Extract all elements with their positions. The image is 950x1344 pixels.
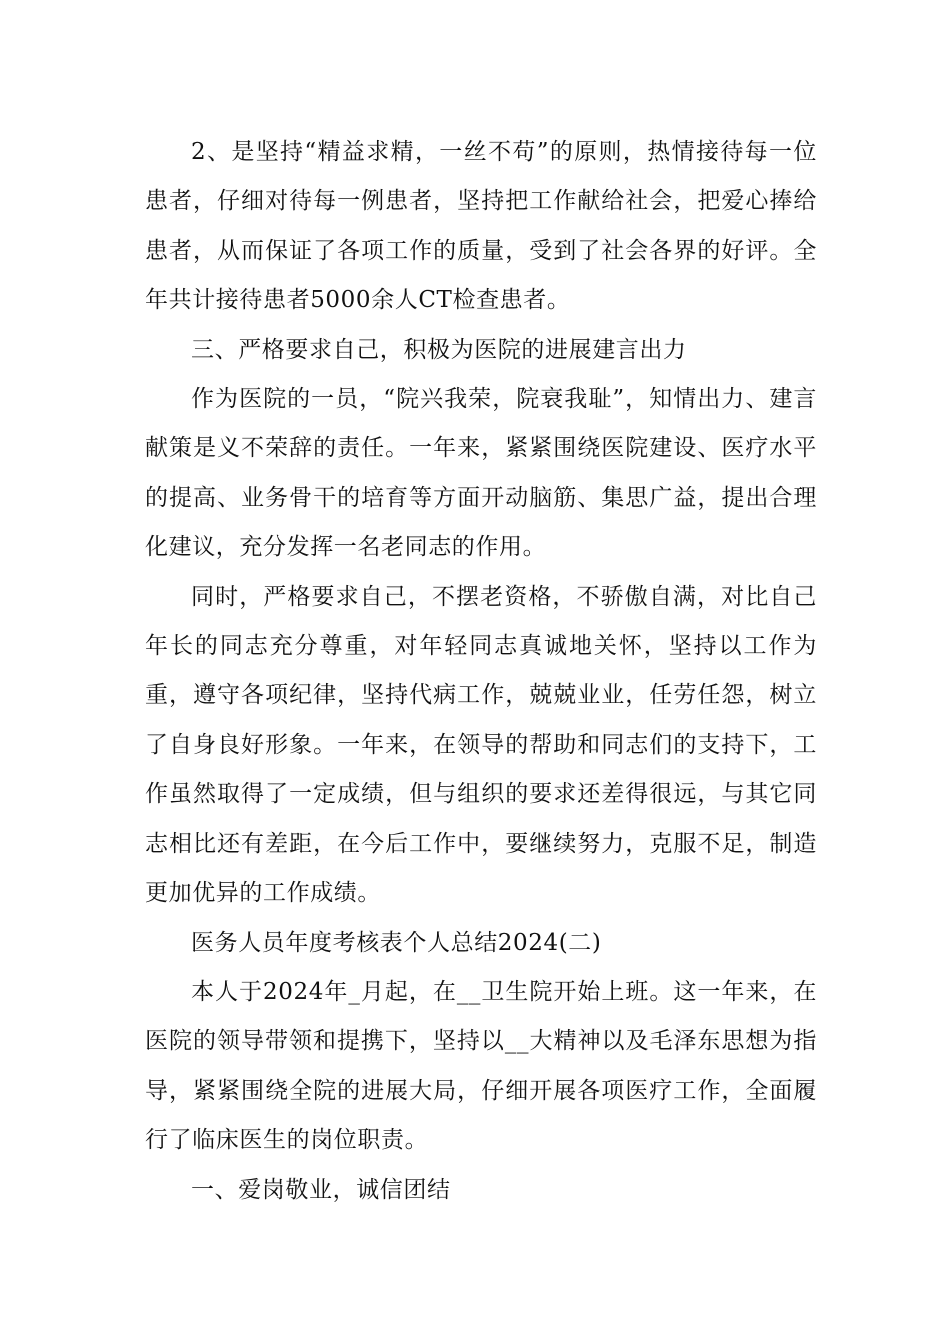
paragraph-service-principle: 2、是坚持“精益求精，一丝不苟”的原则，热情接待每一位患者，仔细对待每一例患者，坚持把工作献给社会，把爱心捧给患者，从而保证了各项工作的质量，受到了社会各界的好评。全年共计接待患者5000余人CT检查患者。 (145, 139, 817, 314)
document-body (145, 128, 817, 1215)
section-heading-dedication: 一、爱岗敬业，诚信团结 (191, 1176, 451, 1203)
paragraph-work-start: 本人于2024年_月起，在__卫生院开始上班。这一年来，在医院的领导带领和提携下，坚持以__大精神以及毛泽东思想为指导，紧紧围绕全院的进展大局，仔细开展各项医疗工作，全面履行了临床医生的岗位职责。 (145, 978, 817, 1154)
document-subtitle-summary-two: 医务人员年度考核表个人总结2024(二) (191, 929, 602, 956)
paragraph-self-discipline: 同时，严格要求自己，不摆老资格，不骄傲自满，对比自己年长的同志充分尊重，对年轻同志真诚地关怀，坚持以工作为重，遵守各项纪律，坚持代病工作，兢兢业业，任劳任怨，树立了自身良好形象。一年来，在领导的帮助和同志们的支持下，工作虽然取得了一定成绩，但与组织的要求还差得很远，与其它同志相比还有差距，在今后工作中，要继续努力，克服不足，制造更加优异的工作成绩。 (145, 583, 817, 907)
paragraph-hospital-advice: 作为医院的一员，“院兴我荣，院衰我耻”，知情出力、建言献策是义不荣辞的责任。一年来，紧紧围绕医院建设、医疗水平的提高、业务骨干的培育等方面开动脑筋、集思广益，提出合理化建议，充分发挥一名老同志的作用。 (145, 386, 817, 561)
section-heading-strict-requirements: 三、严格要求自己，积极为医院的进展建言出力 (191, 336, 687, 363)
